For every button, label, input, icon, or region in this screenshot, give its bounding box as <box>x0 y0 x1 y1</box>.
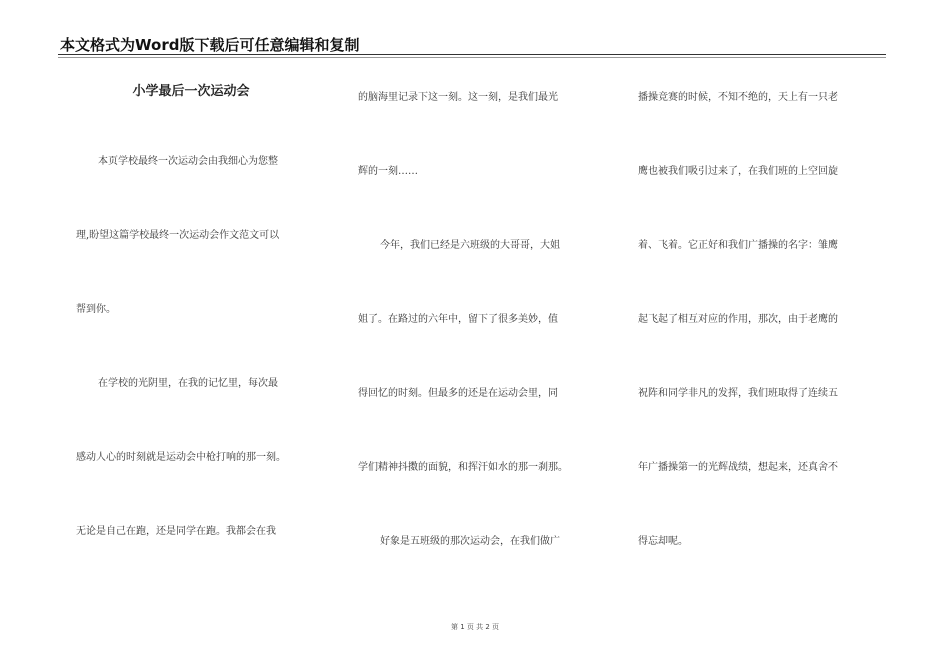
article-title: 小学最后一次运动会 <box>132 84 250 99</box>
paragraph-line: 无论是自己在跑，还是同学在跑。我都会在我 <box>76 526 276 537</box>
paragraph-line: 得回忆的时刻。但最多的还是在运动会里，同 <box>358 388 558 399</box>
paragraph-line: 感动人心的时刻就是运动会中枪打响的那一刻。 <box>76 452 286 463</box>
paragraph-line: 着、飞着。它正好和我们广播操的名字：雏鹰 <box>638 240 838 251</box>
paragraph-line: 起飞起了相互对应的作用，那次，由于老鹰的 <box>638 314 838 325</box>
paragraph-line: 学们精神抖擞的面貌，和挥汗如水的那一刹那。 <box>358 462 568 473</box>
paragraph-line: 好象是五班级的那次运动会，在我们做广 <box>380 536 560 547</box>
paragraph-line: 辉的一刻…… <box>358 166 418 177</box>
document-header: 本文格式为Word版下载后可任意编辑和复制 <box>60 36 360 54</box>
paragraph-line: 的脑海里记录下这一刻。这一刻，是我们最光 <box>358 92 558 103</box>
paragraph-line: 理,盼望这篇学校最终一次运动会作文范文可以 <box>76 230 280 241</box>
column-3 <box>638 80 888 608</box>
paragraph-line: 年广播操第一的光辉战绩，想起来，还真舍不 <box>638 462 838 473</box>
page-number: 第 1 页 共 2 页 <box>450 623 500 631</box>
paragraph-line: 帮到你。 <box>76 304 116 315</box>
paragraph-line: 播操竞赛的时候，不知不绝的，天上有一只老 <box>638 92 838 103</box>
header-rule <box>58 54 886 55</box>
paragraph-line: 姐了。在路过的六年中，留下了很多美妙，值 <box>358 314 558 325</box>
column-1 <box>76 80 326 598</box>
paragraph-line: 鹰也被我们吸引过来了，在我们班的上空回旋 <box>638 166 838 177</box>
paragraph-line: 在学校的光阴里，在我的记忆里，每次最 <box>98 378 278 389</box>
paragraph-line: 今年，我们已经是六班级的大哥哥，大姐 <box>380 240 560 251</box>
paragraph-line: 祝阵和同学非凡的发挥，我们班取得了连续五 <box>638 388 838 399</box>
paragraph-line: 得忘却呢。 <box>638 536 688 547</box>
header-rule-thin <box>58 57 886 58</box>
column-2 <box>358 80 608 608</box>
paragraph-line: 本页学校最终一次运动会由我细心为您整 <box>98 156 278 167</box>
